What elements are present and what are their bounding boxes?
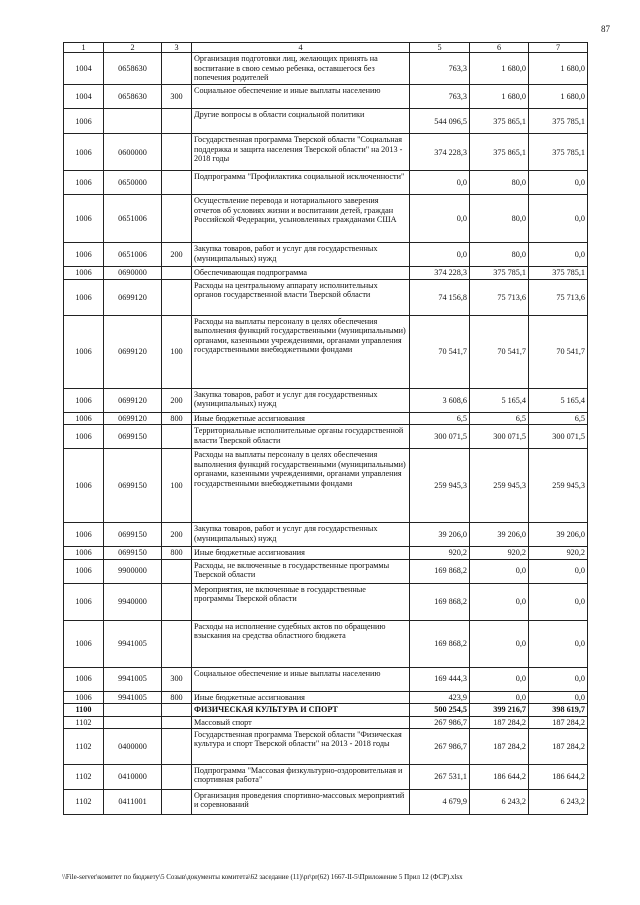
item-name-cell: Государственная программа Тверской области "Социальная поддержка и защита населения Тверской области" на 2013 - 2018 годы xyxy=(192,134,410,171)
amount-year2-cell: 399 216,7 xyxy=(470,704,529,716)
amount-year2-cell: 375 865,1 xyxy=(470,109,529,134)
amount-year2-cell: 70 541,7 xyxy=(470,315,529,388)
section-code-cell: 1006 xyxy=(64,171,104,195)
item-name-cell: Другие вопросы в области социальной политики xyxy=(192,109,410,134)
amount-year1-cell: 300 071,5 xyxy=(410,425,470,449)
section-code-cell: 1006 xyxy=(64,109,104,134)
column-header: 7 xyxy=(529,43,588,53)
section-code-cell: 1006 xyxy=(64,547,104,559)
expense-type-cell xyxy=(162,279,192,315)
expense-type-cell xyxy=(162,789,192,814)
amount-year3-cell: 0,0 xyxy=(529,243,588,267)
table-row xyxy=(64,789,588,814)
amount-year3-cell: 375 785,1 xyxy=(529,267,588,279)
section-code-cell: 1100 xyxy=(64,704,104,716)
table-row xyxy=(64,667,588,691)
section-code-cell: 1006 xyxy=(64,267,104,279)
table-row xyxy=(64,243,588,267)
table-row xyxy=(64,109,588,134)
target-article-cell: 0699150 xyxy=(104,547,162,559)
target-article-cell: 0690000 xyxy=(104,267,162,279)
amount-year2-cell: 1 680,0 xyxy=(470,85,529,109)
amount-year2-cell: 0,0 xyxy=(470,583,529,620)
amount-year2-cell: 0,0 xyxy=(470,667,529,691)
section-code-cell: 1006 xyxy=(64,412,104,424)
amount-year1-cell: 920,2 xyxy=(410,547,470,559)
item-name-cell: Обеспечивающая подпрограмма xyxy=(192,267,410,279)
expense-type-cell xyxy=(162,53,192,85)
amount-year2-cell: 75 713,6 xyxy=(470,279,529,315)
table-row xyxy=(64,195,588,243)
target-article-cell: 0650000 xyxy=(104,171,162,195)
target-article-cell: 9900000 xyxy=(104,559,162,583)
expense-type-cell xyxy=(162,195,192,243)
section-code-cell: 1006 xyxy=(64,388,104,412)
amount-year1-cell: 374 228,3 xyxy=(410,134,470,171)
expense-type-cell: 300 xyxy=(162,85,192,109)
amount-year1-cell: 169 868,2 xyxy=(410,559,470,583)
amount-year3-cell: 259 945,3 xyxy=(529,449,588,523)
amount-year2-cell: 187 284,2 xyxy=(470,728,529,764)
expense-type-cell xyxy=(162,109,192,134)
amount-year1-cell: 6,5 xyxy=(410,412,470,424)
target-article-cell xyxy=(104,109,162,134)
amount-year3-cell: 6,5 xyxy=(529,412,588,424)
amount-year3-cell: 75 713,6 xyxy=(529,279,588,315)
amount-year3-cell: 39 206,0 xyxy=(529,523,588,547)
amount-year1-cell: 259 945,3 xyxy=(410,449,470,523)
target-article-cell: 0411001 xyxy=(104,789,162,814)
amount-year3-cell: 187 284,2 xyxy=(529,728,588,764)
item-name-cell: Расходы на выплаты персоналу в целях обеспечения выполнения функций государственными (муниципальными) органами, казенными учреждениями, органами управления государственными внебюджетными фондами xyxy=(192,449,410,523)
amount-year3-cell: 0,0 xyxy=(529,583,588,620)
table-row xyxy=(64,449,588,523)
section-code-cell: 1006 xyxy=(64,691,104,703)
item-name-cell: Социальное обеспечение и иные выплаты населению xyxy=(192,667,410,691)
target-article-cell: 0699120 xyxy=(104,388,162,412)
amount-year2-cell: 187 284,2 xyxy=(470,716,529,728)
item-name-cell: Территориальные исполнительные органы государственной власти Тверской области xyxy=(192,425,410,449)
item-name-cell: Подпрограмма "Профилактика социальной исключенности" xyxy=(192,171,410,195)
item-name-cell: Иные бюджетные ассигнования xyxy=(192,547,410,559)
item-name-cell: ФИЗИЧЕСКАЯ КУЛЬТУРА И СПОРТ xyxy=(192,704,410,716)
table-row xyxy=(64,728,588,764)
table-row xyxy=(64,85,588,109)
target-article-cell: 9941005 xyxy=(104,691,162,703)
table-row xyxy=(64,559,588,583)
table-row xyxy=(64,547,588,559)
item-name-cell: Организация проведения спортивно-массовых мероприятий и соревнований xyxy=(192,789,410,814)
amount-year2-cell: 0,0 xyxy=(470,620,529,667)
item-name-cell: Расходы на исполнение судебных актов по обращению взыскания на средства областного бюджета xyxy=(192,620,410,667)
target-article-cell xyxy=(104,716,162,728)
page-number: 87 xyxy=(601,24,610,34)
section-code-cell: 1006 xyxy=(64,425,104,449)
amount-year1-cell: 4 679,9 xyxy=(410,789,470,814)
section-code-cell: 1102 xyxy=(64,716,104,728)
amount-year3-cell: 186 644,2 xyxy=(529,764,588,789)
section-code-cell: 1006 xyxy=(64,243,104,267)
section-code-cell: 1102 xyxy=(64,789,104,814)
item-name-cell: Расходы на центральному аппарату исполнительных органов государственной власти Тверской области xyxy=(192,279,410,315)
amount-year3-cell: 375 785,1 xyxy=(529,109,588,134)
amount-year2-cell: 375 785,1 xyxy=(470,267,529,279)
amount-year3-cell: 0,0 xyxy=(529,559,588,583)
table-row xyxy=(64,279,588,315)
amount-year3-cell: 0,0 xyxy=(529,691,588,703)
table-row xyxy=(64,134,588,171)
table-row xyxy=(64,425,588,449)
expense-type-cell xyxy=(162,620,192,667)
expense-type-cell: 300 xyxy=(162,667,192,691)
amount-year1-cell: 267 986,7 xyxy=(410,716,470,728)
target-article-cell xyxy=(104,704,162,716)
expense-type-cell: 100 xyxy=(162,449,192,523)
item-name-cell: Государственная программа Тверской области "Физическая культура и спорт Тверской области" на 2013 - 2018 годы xyxy=(192,728,410,764)
table-row xyxy=(64,53,588,85)
amount-year2-cell: 375 865,1 xyxy=(470,134,529,171)
table-row xyxy=(64,523,588,547)
item-name-cell: Расходы на выплаты персоналу в целях обеспечения выполнения функций государственными (муниципальными) органами, казенными учреждениями, органами управления государственными внебюджетными фондами xyxy=(192,315,410,388)
expense-type-cell xyxy=(162,267,192,279)
column-header: 3 xyxy=(162,43,192,53)
target-article-cell: 0651006 xyxy=(104,195,162,243)
amount-year2-cell: 0,0 xyxy=(470,559,529,583)
amount-year3-cell: 70 541,7 xyxy=(529,315,588,388)
amount-year3-cell: 5 165,4 xyxy=(529,388,588,412)
section-code-cell: 1006 xyxy=(64,134,104,171)
amount-year3-cell: 0,0 xyxy=(529,171,588,195)
target-article-cell: 9941005 xyxy=(104,667,162,691)
item-name-cell: Мероприятия, не включенные в государственные программы Тверской области xyxy=(192,583,410,620)
target-article-cell: 9940000 xyxy=(104,583,162,620)
amount-year3-cell: 300 071,5 xyxy=(529,425,588,449)
amount-year1-cell: 74 156,8 xyxy=(410,279,470,315)
section-code-cell: 1102 xyxy=(64,764,104,789)
amount-year1-cell: 0,0 xyxy=(410,195,470,243)
expense-type-cell xyxy=(162,704,192,716)
amount-year1-cell: 0,0 xyxy=(410,243,470,267)
amount-year2-cell: 0,0 xyxy=(470,691,529,703)
expense-type-cell: 200 xyxy=(162,388,192,412)
amount-year2-cell: 920,2 xyxy=(470,547,529,559)
column-header: 5 xyxy=(410,43,470,53)
target-article-cell: 0600000 xyxy=(104,134,162,171)
amount-year1-cell: 39 206,0 xyxy=(410,523,470,547)
amount-year2-cell: 259 945,3 xyxy=(470,449,529,523)
table-row xyxy=(64,764,588,789)
amount-year2-cell: 39 206,0 xyxy=(470,523,529,547)
target-article-cell: 0699150 xyxy=(104,449,162,523)
section-code-cell: 1004 xyxy=(64,53,104,85)
amount-year2-cell: 6,5 xyxy=(470,412,529,424)
amount-year2-cell: 80,0 xyxy=(470,195,529,243)
item-name-cell: Социальное обеспечение и иные выплаты населению xyxy=(192,85,410,109)
amount-year1-cell: 169 868,2 xyxy=(410,620,470,667)
budget-table xyxy=(63,42,588,815)
item-name-cell: Осуществление перевода и нотариального заверения отчетов об условиях жизни и воспитании детей, граждан Российской Федерации, усыновленных гражданами США xyxy=(192,195,410,243)
item-name-cell: Закупка товаров, работ и услуг для государственных (муниципальных) нужд xyxy=(192,243,410,267)
table-row xyxy=(64,171,588,195)
amount-year1-cell: 169 868,2 xyxy=(410,583,470,620)
expense-type-cell: 800 xyxy=(162,412,192,424)
target-article-cell: 9941005 xyxy=(104,620,162,667)
table-row xyxy=(64,315,588,388)
target-article-cell: 0651006 xyxy=(104,243,162,267)
amount-year1-cell: 169 444,3 xyxy=(410,667,470,691)
target-article-cell: 0699120 xyxy=(104,279,162,315)
amount-year2-cell: 186 644,2 xyxy=(470,764,529,789)
amount-year1-cell: 0,0 xyxy=(410,171,470,195)
amount-year2-cell: 80,0 xyxy=(470,243,529,267)
item-name-cell: Закупка товаров, работ и услуг для государственных (муниципальных) нужд xyxy=(192,388,410,412)
column-header: 4 xyxy=(192,43,410,53)
amount-year1-cell: 763,3 xyxy=(410,85,470,109)
expense-type-cell xyxy=(162,728,192,764)
amount-year3-cell: 0,0 xyxy=(529,620,588,667)
column-header: 1 xyxy=(64,43,104,53)
expense-type-cell xyxy=(162,716,192,728)
amount-year2-cell: 6 243,2 xyxy=(470,789,529,814)
target-article-cell: 0699120 xyxy=(104,412,162,424)
amount-year1-cell: 267 986,7 xyxy=(410,728,470,764)
table-body xyxy=(64,53,588,815)
table-row xyxy=(64,620,588,667)
item-name-cell: Иные бюджетные ассигнования xyxy=(192,412,410,424)
section-code-cell: 1006 xyxy=(64,449,104,523)
amount-year3-cell: 0,0 xyxy=(529,195,588,243)
amount-year1-cell: 267 531,1 xyxy=(410,764,470,789)
item-name-cell: Закупка товаров, работ и услуг для государственных (муниципальных) нужд xyxy=(192,523,410,547)
amount-year1-cell: 374 228,3 xyxy=(410,267,470,279)
expense-type-cell xyxy=(162,764,192,789)
table-row xyxy=(64,583,588,620)
target-article-cell: 0699150 xyxy=(104,523,162,547)
amount-year3-cell: 1 680,0 xyxy=(529,85,588,109)
section-code-cell: 1006 xyxy=(64,195,104,243)
table-row xyxy=(64,267,588,279)
amount-year1-cell: 3 608,6 xyxy=(410,388,470,412)
item-name-cell: Подпрограмма "Массовая физкультурно-оздоровительная и спортивная работа" xyxy=(192,764,410,789)
expense-type-cell xyxy=(162,559,192,583)
target-article-cell: 0658630 xyxy=(104,85,162,109)
amount-year1-cell: 763,3 xyxy=(410,53,470,85)
table-row xyxy=(64,704,588,716)
item-name-cell: Организация подготовки лиц, желающих принять на воспитание в свою семью ребенка, оставшегося без попечения родителей xyxy=(192,53,410,85)
section-code-cell: 1004 xyxy=(64,85,104,109)
target-article-cell: 0699150 xyxy=(104,425,162,449)
amount-year2-cell: 5 165,4 xyxy=(470,388,529,412)
amount-year3-cell: 1 680,0 xyxy=(529,53,588,85)
item-name-cell: Иные бюджетные ассигнования xyxy=(192,691,410,703)
amount-year3-cell: 6 243,2 xyxy=(529,789,588,814)
amount-year3-cell: 398 619,7 xyxy=(529,704,588,716)
amount-year3-cell: 187 284,2 xyxy=(529,716,588,728)
target-article-cell: 0400000 xyxy=(104,728,162,764)
expense-type-cell: 800 xyxy=(162,691,192,703)
expense-type-cell: 800 xyxy=(162,547,192,559)
expense-type-cell: 200 xyxy=(162,243,192,267)
amount-year2-cell: 300 071,5 xyxy=(470,425,529,449)
expense-type-cell xyxy=(162,583,192,620)
amount-year1-cell: 500 254,5 xyxy=(410,704,470,716)
table-row xyxy=(64,388,588,412)
amount-year2-cell: 80,0 xyxy=(470,171,529,195)
section-code-cell: 1006 xyxy=(64,620,104,667)
amount-year1-cell: 423,9 xyxy=(410,691,470,703)
amount-year1-cell: 70 541,7 xyxy=(410,315,470,388)
column-number-row xyxy=(64,43,588,53)
expense-type-cell xyxy=(162,425,192,449)
target-article-cell: 0699120 xyxy=(104,315,162,388)
column-header: 6 xyxy=(470,43,529,53)
section-code-cell: 1006 xyxy=(64,523,104,547)
expense-type-cell xyxy=(162,134,192,171)
section-code-cell: 1006 xyxy=(64,559,104,583)
expense-type-cell: 200 xyxy=(162,523,192,547)
column-header: 2 xyxy=(104,43,162,53)
item-name-cell: Расходы, не включенные в государственные программы Тверской области xyxy=(192,559,410,583)
file-path-footer: \\File-server\комитет по бюджету\5 Созыв\документы комитета\62 заседание (11)\pr\pr(62) 1667-II-5\Приложение 5 Прил 12 (ФСР).xlsx xyxy=(62,873,463,881)
amount-year2-cell: 1 680,0 xyxy=(470,53,529,85)
section-code-cell: 1102 xyxy=(64,728,104,764)
expense-type-cell: 100 xyxy=(162,315,192,388)
section-code-cell: 1006 xyxy=(64,315,104,388)
amount-year3-cell: 0,0 xyxy=(529,667,588,691)
amount-year3-cell: 920,2 xyxy=(529,547,588,559)
table-row xyxy=(64,691,588,703)
target-article-cell: 0410000 xyxy=(104,764,162,789)
amount-year3-cell: 375 785,1 xyxy=(529,134,588,171)
section-code-cell: 1006 xyxy=(64,583,104,620)
section-code-cell: 1006 xyxy=(64,667,104,691)
table-row xyxy=(64,412,588,424)
expense-type-cell xyxy=(162,171,192,195)
item-name-cell: Массовый спорт xyxy=(192,716,410,728)
section-code-cell: 1006 xyxy=(64,279,104,315)
amount-year1-cell: 544 096,5 xyxy=(410,109,470,134)
target-article-cell: 0658630 xyxy=(104,53,162,85)
table-row xyxy=(64,716,588,728)
